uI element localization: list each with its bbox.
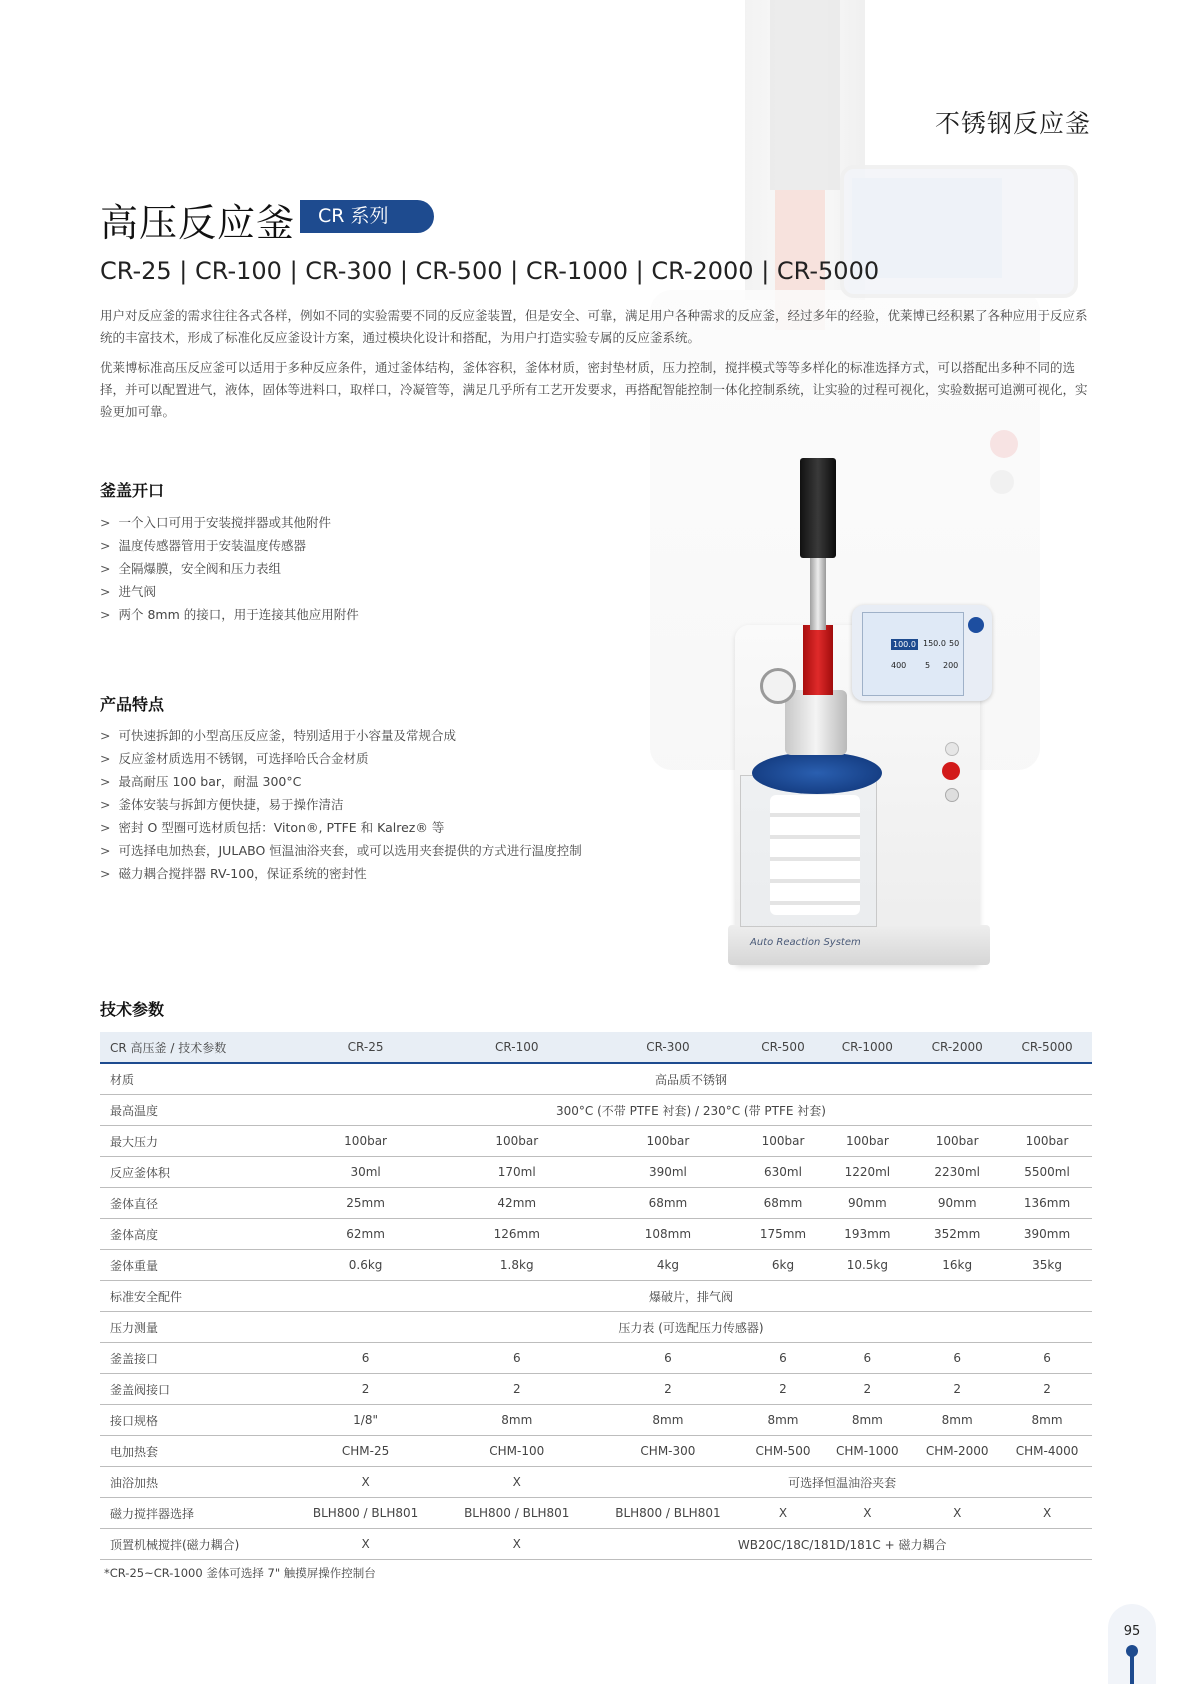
table-cell: 8mm: [744, 1405, 823, 1436]
table-cell: 42mm: [441, 1188, 592, 1219]
table-cell: 16kg: [912, 1250, 1002, 1281]
table-cell: 6: [912, 1343, 1002, 1374]
table-cell: CHM-1000: [822, 1436, 912, 1467]
row-label: 顶置机械搅拌(磁力耦合): [100, 1529, 290, 1560]
background-button-image: [990, 430, 1018, 458]
table-row: [100, 1405, 1092, 1436]
list-item: > 两个 8mm 的接口，用于连接其他应用附件: [100, 603, 720, 626]
table-cell: X: [441, 1467, 592, 1498]
table-cell: CHM-2000: [912, 1436, 1002, 1467]
table-cell-span: 爆破片，排气阀: [290, 1281, 1092, 1312]
page-marker-dot: [1126, 1645, 1138, 1657]
row-label: 釜盖阀接口: [100, 1374, 290, 1405]
table-cell: 2: [744, 1374, 823, 1405]
column-header: CR-1000: [822, 1032, 912, 1063]
table-cell: 6: [1002, 1343, 1092, 1374]
table-cell: 2: [290, 1374, 441, 1405]
table-cell: X: [290, 1529, 441, 1560]
list-item: > 釜体安装与拆卸方便快捷，易于操作清洁: [100, 793, 720, 816]
table-cell: 30ml: [290, 1157, 441, 1188]
table-cell: BLH800 / BLH801: [441, 1498, 592, 1529]
column-header: CR-300: [592, 1032, 743, 1063]
table-row: [100, 1343, 1092, 1374]
table-cell-span: 300°C (不带 PTFE 衬套) / 230°C (带 PTFE 衬套): [290, 1095, 1092, 1126]
reactor-vessel: [770, 795, 860, 915]
table-cell: 0.6kg: [290, 1250, 441, 1281]
page-number: 95: [1123, 1624, 1141, 1639]
table-row: [100, 1467, 1092, 1498]
lid-opening-list: [100, 511, 720, 626]
screen-value: 100.0: [893, 640, 916, 649]
column-header: CR-2000: [912, 1032, 1002, 1063]
table-row: [100, 1095, 1092, 1126]
table-cell: 2: [441, 1374, 592, 1405]
table-cell: 100bar: [441, 1126, 592, 1157]
background-tower-image: [770, 0, 840, 190]
row-label: 釜体高度: [100, 1219, 290, 1250]
table-cell: 6: [290, 1343, 441, 1374]
screen-value: 200: [943, 661, 959, 670]
control-knob: [968, 617, 984, 633]
reactor-head: [785, 690, 847, 755]
table-cell: 35kg: [1002, 1250, 1092, 1281]
column-header: CR-100: [441, 1032, 592, 1063]
table-cell: 2230ml: [912, 1157, 1002, 1188]
row-label: 釜体重量: [100, 1250, 290, 1281]
table-cell-span: 可选择恒温油浴夹套: [592, 1467, 1092, 1498]
table-row: [100, 1188, 1092, 1219]
page-title: 高压反应釜: [100, 201, 296, 245]
table-cell: CHM-100: [441, 1436, 592, 1467]
background-button-image: [990, 470, 1014, 494]
table-row: [100, 1281, 1092, 1312]
screen-value: 50: [949, 639, 960, 648]
section-heading-specs: 技术参数: [100, 1000, 165, 1019]
list-item: > 密封 O 型圈可选材质包括：Viton®, PTFE 和 Kalrez® 等: [100, 816, 720, 839]
table-row: [100, 1436, 1092, 1467]
table-cell: 68mm: [592, 1188, 743, 1219]
table-cell: 1/8": [290, 1405, 441, 1436]
row-label: 油浴加热: [100, 1467, 290, 1498]
table-cell: 170ml: [441, 1157, 592, 1188]
table-row: [100, 1126, 1092, 1157]
table-cell: 68mm: [744, 1188, 823, 1219]
table-row: [100, 1374, 1092, 1405]
stirrer-motor: [800, 458, 836, 558]
intro-paragraph: 优莱博标准高压反应釜可以适用于多种反应条件，通过釜体结构，釜体容积，釜体材质，密封垫材质，压力控制，搅拌模式等等多样化的标准选择方式，可以搭配出多种不同的选择，并可以配置进气，液体，固体等进料口，取样口，冷凝管等，满足几乎所有工艺开发要求，再搭配智能控制一体化控制系统，让实验的过程可视化，实验数据可追溯可视化，实验更加可靠。: [100, 360, 1088, 419]
table-cell: 6kg: [744, 1250, 823, 1281]
row-label: 最大压力: [100, 1126, 290, 1157]
category-title: 不锈钢反应釜: [934, 109, 1091, 138]
table-cell: X: [441, 1529, 592, 1560]
row-label: 最高温度: [100, 1095, 290, 1126]
list-item: > 进气阀: [100, 580, 720, 603]
table-cell: 62mm: [290, 1219, 441, 1250]
table-cell: 6: [744, 1343, 823, 1374]
row-label: 电加热套: [100, 1436, 290, 1467]
list-item: > 最高耐压 100 bar，耐温 300°C: [100, 770, 720, 793]
row-label: 标准安全配件: [100, 1281, 290, 1312]
row-label: 釜体直径: [100, 1188, 290, 1219]
table-cell: 100bar: [592, 1126, 743, 1157]
table-cell: 100bar: [1002, 1126, 1092, 1157]
table-cell: CHM-500: [744, 1436, 823, 1467]
table-cell: 175mm: [744, 1219, 823, 1250]
table-cell: 108mm: [592, 1219, 743, 1250]
stirrer-shaft: [810, 555, 826, 630]
reactor-flange: [752, 752, 882, 794]
column-header: CR-25: [290, 1032, 441, 1063]
list-item: > 温度传感器管用于安装温度传感器: [100, 534, 720, 557]
panel-button: [945, 742, 959, 756]
column-header: CR-5000: [1002, 1032, 1092, 1063]
table-row: [100, 1157, 1092, 1188]
table-cell: 6: [441, 1343, 592, 1374]
table-cell: 100bar: [744, 1126, 823, 1157]
table-cell: 8mm: [592, 1405, 743, 1436]
spec-table-body: [100, 1063, 1092, 1560]
screen-value: 5: [925, 661, 931, 670]
table-cell: 630ml: [744, 1157, 823, 1188]
pressure-gauge-icon: [760, 668, 796, 704]
section-heading-features: 产品特点: [100, 695, 165, 714]
list-item: > 磁力耦合搅拌器 RV-100，保证系统的密封性: [100, 862, 720, 885]
table-cell: 6: [822, 1343, 912, 1374]
table-row: [100, 1219, 1092, 1250]
intro-paragraph: 用户对反应釜的需求往往各式各样，例如不同的实验需要不同的反应釜装置，但是安全、可靠，满足用户各种需求的反应釜，经过多年的经验，优莱博已经积累了各种应用于反应系统的丰富技术，形成了标准化反应釜设计方案，通过模块化设计和搭配，为用户打造实验专属的反应釜系统。: [100, 308, 1088, 345]
magnetic-coupling: [803, 625, 833, 695]
brand-label: Auto Reaction System: [750, 937, 861, 948]
table-cell: 8mm: [822, 1405, 912, 1436]
table-cell: CHM-25: [290, 1436, 441, 1467]
row-label: 压力测量: [100, 1312, 290, 1343]
table-cell: CHM-4000: [1002, 1436, 1092, 1467]
table-cell: 136mm: [1002, 1188, 1092, 1219]
table-cell: 2: [822, 1374, 912, 1405]
table-cell-span: WB20C/18C/181D/181C + 磁力耦合: [592, 1529, 1092, 1560]
product-base-plate: [728, 925, 990, 965]
spec-table: [100, 1032, 1092, 1560]
table-cell: 4kg: [592, 1250, 743, 1281]
list-item: > 可选择电加热套，JULABO 恒温油浴夹套，或可以选用夹套提供的方式进行温度控制: [100, 839, 720, 862]
footnote: *CR-25~CR-1000 釜体可选择 7" 触摸屏操作控制台: [104, 1566, 376, 1580]
table-row: [100, 1529, 1092, 1560]
table-cell: X: [1002, 1498, 1092, 1529]
table-cell: 1.8kg: [441, 1250, 592, 1281]
section-heading-lid: 釜盖开口: [100, 481, 165, 500]
column-header: CR-500: [744, 1032, 823, 1063]
table-cell: 390mm: [1002, 1219, 1092, 1250]
table-cell: 2: [912, 1374, 1002, 1405]
table-cell: 90mm: [822, 1188, 912, 1219]
table-cell-span: 压力表 (可选配压力传感器): [290, 1312, 1092, 1343]
list-item: > 全隔爆膜，安全阀和压力表组: [100, 557, 720, 580]
table-cell: 8mm: [912, 1405, 1002, 1436]
emergency-stop-button: [942, 762, 960, 780]
table-cell: 1220ml: [822, 1157, 912, 1188]
table-cell: BLH800 / BLH801: [592, 1498, 743, 1529]
product-touchscreen: [862, 612, 964, 696]
series-badge: CR 系列: [300, 200, 434, 233]
table-cell: 8mm: [1002, 1405, 1092, 1436]
row-label: 材质: [100, 1063, 290, 1095]
table-cell: 352mm: [912, 1219, 1002, 1250]
column-header: CR 高压釜 / 技术参数: [100, 1032, 290, 1063]
feature-list: [100, 724, 720, 885]
list-item: > 一个入口可用于安装搅拌器或其他附件: [100, 511, 720, 534]
table-cell: BLH800 / BLH801: [290, 1498, 441, 1529]
table-header-row: [100, 1032, 1092, 1063]
table-cell: 100bar: [912, 1126, 1002, 1157]
table-cell: 2: [1002, 1374, 1092, 1405]
table-cell: X: [912, 1498, 1002, 1529]
screen-value: 400: [891, 661, 907, 670]
table-cell: 126mm: [441, 1219, 592, 1250]
row-label: 接口规格: [100, 1405, 290, 1436]
table-cell: 193mm: [822, 1219, 912, 1250]
table-cell: 100bar: [290, 1126, 441, 1157]
table-cell: 2: [592, 1374, 743, 1405]
table-row: [100, 1250, 1092, 1281]
row-label: 反应釜体积: [100, 1157, 290, 1188]
table-cell: 90mm: [912, 1188, 1002, 1219]
table-cell: X: [822, 1498, 912, 1529]
panel-button: [945, 788, 959, 802]
table-cell: 8mm: [441, 1405, 592, 1436]
table-cell-span: 高品质不锈钢: [290, 1063, 1092, 1095]
table-row: [100, 1312, 1092, 1343]
table-cell: X: [744, 1498, 823, 1529]
list-item: > 可快速拆卸的小型高压反应釜，特别适用于小容量及常规合成: [100, 724, 720, 747]
table-cell: 10.5kg: [822, 1250, 912, 1281]
row-label: 釜盖接口: [100, 1343, 290, 1374]
table-row: [100, 1498, 1092, 1529]
table-cell: 25mm: [290, 1188, 441, 1219]
table-cell: 5500ml: [1002, 1157, 1092, 1188]
row-label: 磁力搅拌器选择: [100, 1498, 290, 1529]
screen-value: 150.0: [923, 639, 946, 648]
table-cell: 390ml: [592, 1157, 743, 1188]
list-item: > 反应釜材质选用不锈钢，可选择哈氏合金材质: [100, 747, 720, 770]
table-row: [100, 1063, 1092, 1095]
table-cell: 6: [592, 1343, 743, 1374]
model-list: CR-25 | CR-100 | CR-300 | CR-500 | CR-1000 | CR-2000 | CR-5000: [100, 257, 880, 285]
table-cell: X: [290, 1467, 441, 1498]
table-cell: 100bar: [822, 1126, 912, 1157]
table-cell: CHM-300: [592, 1436, 743, 1467]
